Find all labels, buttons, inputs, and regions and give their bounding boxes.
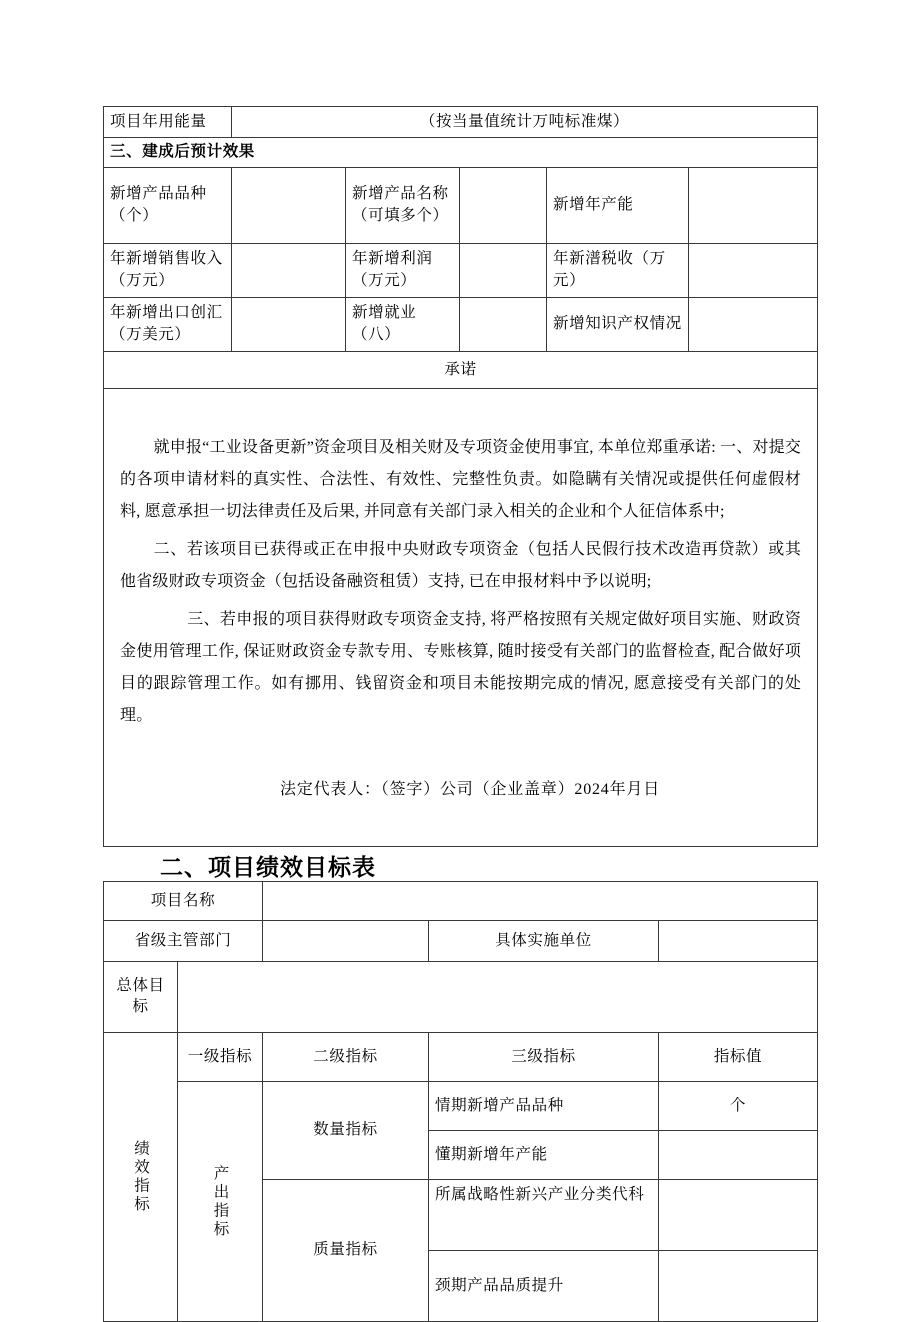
table-row-project-name xyxy=(104,882,818,921)
overall-goal-value[interactable] xyxy=(178,962,818,1033)
new-product-variety-label: 新增产品品种（个） xyxy=(104,167,232,243)
indicator-value-3[interactable] xyxy=(659,1180,818,1251)
province-dept-label: 省级主管部门 xyxy=(104,921,263,962)
project-name-value[interactable] xyxy=(263,882,818,921)
table-row-dept xyxy=(104,921,818,962)
construction-effect-table xyxy=(103,106,818,847)
promise-paragraph-2: 二、若该项目已获得或正在申报中央财政专项资金（包括人民假行技术改造再贷款）或其他省级财政专项资金（包括设备融资租赁）支持, 已在申报材料中予以说明; xyxy=(120,540,802,590)
promise-paragraph-3: 三、若申报的项目获得财政专项资金支持, 将严格按照有关规定做好项目实施、财政资金使用管理工作, 保证财政资金专款专用、专账核算, 随时接受有关部门的监督检查, 配合做好项目的跟踪管理工作。如有挪用、钱留资金和项目未能按期完成的情况, 愿意接受有关部门的处理。 xyxy=(120,610,802,724)
section3-heading: 三、建成后预计效果 xyxy=(104,138,818,167)
new-export-label: 年新增出口创汇（万美元） xyxy=(104,297,232,351)
province-dept-value[interactable] xyxy=(263,921,429,962)
level3-label-3: 所属战略性新兴产业分类代科 xyxy=(429,1180,659,1251)
new-sales-revenue-value[interactable] xyxy=(232,243,346,297)
new-ip-label: 新增知识产权情况 xyxy=(547,297,689,351)
new-tax-value[interactable] xyxy=(689,243,818,297)
signature-line: 法定代表人：（签字）公司（企业盖章）2024年月日 xyxy=(280,780,661,798)
new-annual-capacity-label: 新增年产能 xyxy=(547,167,689,243)
new-product-name-label: 新增产品名称（可填多个） xyxy=(346,167,460,243)
new-profit-value[interactable] xyxy=(460,243,547,297)
new-product-name-value[interactable] xyxy=(460,167,547,243)
header-level3: 三级指标 xyxy=(429,1033,659,1082)
table-row-effect-2 xyxy=(104,243,818,297)
indicator-value-1[interactable]: 个 xyxy=(659,1082,818,1131)
new-profit-label: 年新增利润（万元） xyxy=(346,243,460,297)
table-row-energy xyxy=(104,107,818,138)
energy-label: 项目年用能量 xyxy=(104,107,232,138)
project-name-label: 项目名称 xyxy=(104,882,263,921)
new-annual-capacity-value[interactable] xyxy=(689,167,818,243)
table-row-promise-body xyxy=(104,389,818,847)
table-row-promise-title xyxy=(104,351,818,388)
perf-indicator-label: 绩效指标 xyxy=(132,1140,150,1214)
table-row-indicator-header xyxy=(104,1033,818,1082)
energy-value-note: （按当量值统计万吨标准煤） xyxy=(232,107,818,138)
indicator-value-4[interactable] xyxy=(659,1251,818,1322)
new-employment-label: 新增就业（八） xyxy=(346,297,460,351)
performance-goal-table xyxy=(103,881,818,1322)
table-row-effect-1 xyxy=(104,167,818,243)
perf-indicator-label-cell xyxy=(104,1033,178,1322)
table-row-indicator-1 xyxy=(104,1082,818,1131)
level3-label-1: 情期新增产品品种 xyxy=(429,1082,659,1131)
level3-label-2: 懂期新增年产能 xyxy=(429,1131,659,1180)
new-ip-value[interactable] xyxy=(689,297,818,351)
header-value: 指标值 xyxy=(659,1033,818,1082)
promise-body-cell xyxy=(104,389,818,847)
overall-goal-label: 总体目标 xyxy=(104,962,178,1033)
impl-unit-value[interactable] xyxy=(659,921,818,962)
new-export-value[interactable] xyxy=(232,297,346,351)
level3-label-4: 颈期产品品质提升 xyxy=(429,1251,659,1322)
table-row-effect-3 xyxy=(104,297,818,351)
new-tax-label: 年新潽税收（万元） xyxy=(547,243,689,297)
indicator-value-2[interactable] xyxy=(659,1131,818,1180)
promise-paragraph-1: 就申报“工业设备更新”资金项目及相关财及专项资金使用事宜, 本单位郑重承诺: 一、对提交的各项申请材料的真实性、合法性、有效性、完整性负责。如隐瞒有关情况或提供任何虚假材料, 愿意承担一切法律责任及后果, 并同意有关部门录入相关的企业和个人征信体系中; xyxy=(120,438,802,520)
header-level1: 一级指标 xyxy=(178,1033,263,1082)
table-row-overall-goal xyxy=(104,962,818,1033)
header-level2: 二级指标 xyxy=(263,1033,429,1082)
level1-group-cell xyxy=(178,1082,263,1322)
level2-quantity-label: 数量指标 xyxy=(263,1082,429,1180)
table-row-section3-heading xyxy=(104,138,818,167)
new-sales-revenue-label: 年新增销售收入（万元） xyxy=(104,243,232,297)
new-employment-value[interactable] xyxy=(460,297,547,351)
promise-title: 承诺 xyxy=(104,351,818,388)
impl-unit-label: 具体实施单位 xyxy=(429,921,659,962)
section2-heading: 二、项目绩效目标表 xyxy=(160,854,376,880)
level2-quality-label: 质量指标 xyxy=(263,1180,429,1322)
level1-group-label: 产出指标 xyxy=(211,1164,229,1239)
new-product-variety-value[interactable] xyxy=(232,167,346,243)
